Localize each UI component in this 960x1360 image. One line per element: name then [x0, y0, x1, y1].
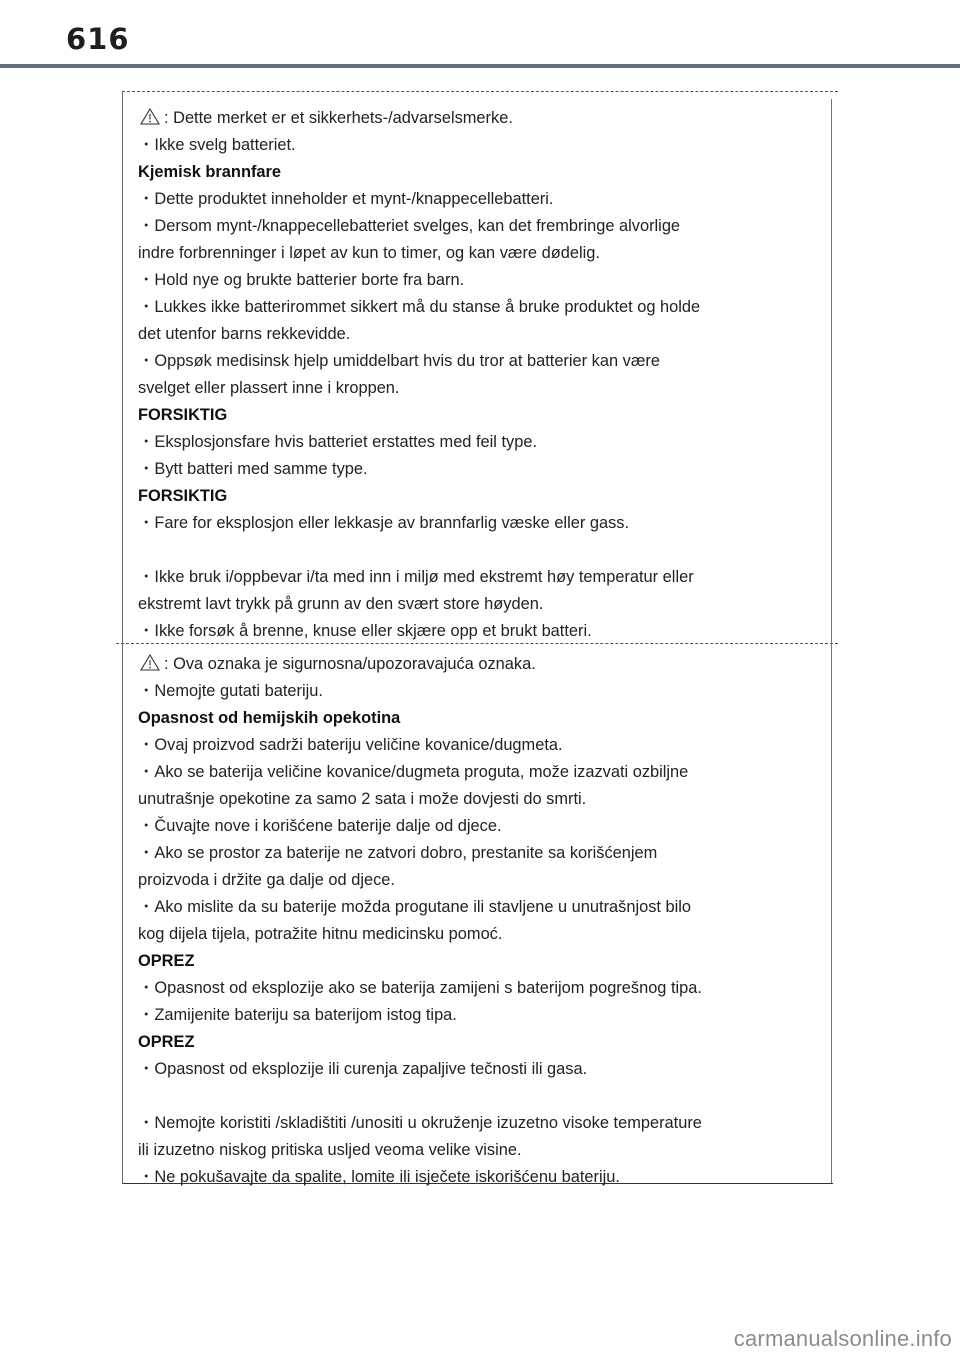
do-not-swallow: ・Nemojte gutati bateriju.	[138, 682, 323, 700]
spacer	[138, 1083, 810, 1110]
symbol-text: : Dette merket er et sikkerhets-/advarselsmerke.	[164, 109, 513, 127]
chemical-burn-heading: Kjemisk brannfare	[138, 163, 282, 181]
symbol-line	[138, 105, 810, 132]
disposal-warning: ・Ikke forsøk å brenne, knuse eller skjære opp et brukt batteri.	[138, 622, 592, 640]
warning-triangle-icon	[140, 108, 160, 125]
caution-heading-2: OPREZ	[138, 1033, 195, 1051]
replace-same-type: ・Zamijenite bateriju sa baterijom istog tipa.	[138, 1006, 457, 1024]
temperature-warning-line2: ili izuzetno niskog pritiska usljed veoma velike visine.	[138, 1141, 522, 1159]
temperature-warning-line1: ・Ikke bruk i/oppbevar i/ta med inn i miljø med ekstremt høy temperatur eller	[138, 568, 694, 586]
swallowed-warning-line1: ・Ako se baterija veličine kovanice/dugmeta proguta, može izazvati ozbiljne	[138, 763, 689, 781]
watermark: carmanualsonline.info	[733, 1326, 952, 1351]
right-border	[831, 99, 832, 1183]
header-rule	[0, 64, 960, 68]
compartment-warning-line1: ・Lukkes ikke batterirommet sikkert må du stanse å bruke produktet og holde	[138, 298, 701, 316]
warning-triangle-icon	[140, 654, 160, 671]
caution-heading-1: OPREZ	[138, 952, 195, 970]
explosion-wrong-type: ・Opasnost od eksplozije ako se baterija zamijeni s baterijom pogrešnog tipa.	[138, 979, 702, 997]
caution-heading-1: FORSIKTIG	[138, 406, 228, 424]
temperature-warning-line1: ・Nemojte koristiti /skladištiti /unositi u okruženje izuzetno visoke temperature	[138, 1114, 702, 1132]
warning-document	[122, 91, 834, 1184]
norwegian-section	[138, 105, 810, 645]
swallowed-warning-line2: indre forbrenninger i løpet av kun to timer, og kan være dødelig.	[138, 244, 600, 262]
explosion-wrong-type: ・Eksplosjonsfare hvis batteriet erstattes med feil type.	[138, 433, 538, 451]
bosnian-section	[138, 651, 810, 1191]
compartment-warning-line1: ・Ako se prostor za baterije ne zatvori dobro, prestanite sa korišćenjem	[138, 844, 658, 862]
contains-battery: ・Ovaj proizvod sadrži bateriju veličine kovanice/dugmeta.	[138, 736, 563, 754]
leakage-warning: ・Opasnost od eksplozije ili curenja zapaljive tečnosti ili gasa.	[138, 1060, 588, 1078]
keep-away-children: ・Čuvajte nove i korišćene baterije dalje od djece.	[138, 817, 502, 835]
chemical-burn-heading: Opasnost od hemijskih opekotina	[138, 709, 401, 727]
medical-help-line1: ・Ako mislite da su baterije možda progutane ili stavljene u unutrašnjost bilo	[138, 898, 692, 916]
left-border	[122, 91, 123, 1184]
symbol-line	[138, 651, 810, 678]
caution-heading-2: FORSIKTIG	[138, 487, 228, 505]
keep-away-children: ・Hold nye og brukte batterier borte fra barn.	[138, 271, 465, 289]
disposal-warning: ・Ne pokušavajte da spalite, lomite ili isječete iskorišćenu bateriju.	[138, 1168, 620, 1186]
temperature-warning-line2: ekstremt lavt trykk på grunn av den svært store høyden.	[138, 595, 544, 613]
spacer	[138, 537, 810, 564]
compartment-warning-line2: det utenfor barns rekkevidde.	[138, 325, 351, 343]
medical-help-line2: kog dijela tijela, potražite hitnu medicinsku pomoć.	[138, 925, 503, 943]
swallowed-warning-line2: unutrašnje opekotine za samo 2 sata i može dovjesti do smrti.	[138, 790, 587, 808]
symbol-text: : Ova oznaka je sigurnosna/upozoravajuća oznaka.	[164, 655, 536, 673]
top-dashed-rule	[122, 91, 838, 92]
medical-help-line2: svelget eller plassert inne i kroppen.	[138, 379, 400, 397]
compartment-warning-line2: proizvoda i držite ga dalje od djece.	[138, 871, 395, 889]
swallowed-warning-line1: ・Dersom mynt-/knappecellebatteriet svelges, kan det frembringe alvorlige	[138, 217, 681, 235]
medical-help-line1: ・Oppsøk medisinsk hjelp umiddelbart hvis du tror at batterier kan være	[138, 352, 660, 370]
page-number: 616	[66, 22, 130, 56]
contains-battery: ・Dette produktet inneholder et mynt-/knappecellebatteri.	[138, 190, 554, 208]
do-not-swallow: ・Ikke svelg batteriet.	[138, 136, 296, 154]
replace-same-type: ・Bytt batteri med samme type.	[138, 460, 368, 478]
leakage-warning: ・Fare for eksplosjon eller lekkasje av brannfarlig væske eller gass.	[138, 514, 630, 532]
